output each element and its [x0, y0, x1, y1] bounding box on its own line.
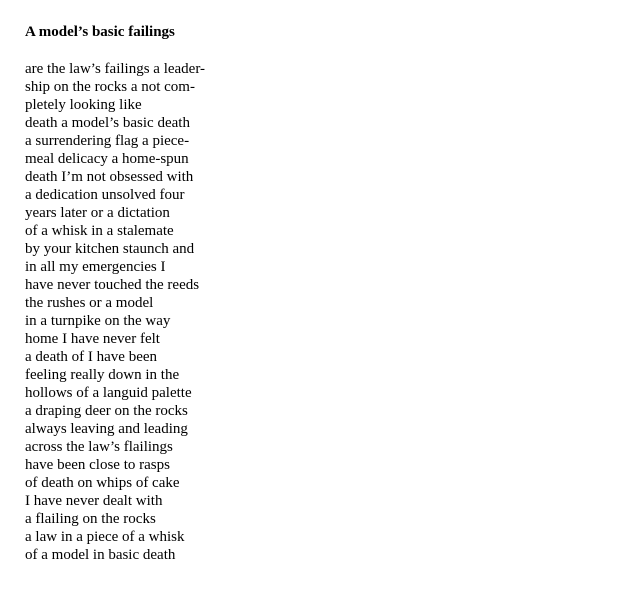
- poem-body: [25, 60, 205, 564]
- poem: [25, 23, 205, 564]
- poem-line: hollows of a languid palette: [25, 385, 192, 401]
- poem-line: years later or a dictation: [25, 205, 170, 221]
- poem-line: a law in a piece of a whisk: [25, 529, 185, 545]
- poem-line: are the law’s failings a leader-: [25, 61, 206, 77]
- poem-line: in a turnpike on the way: [25, 313, 171, 329]
- poem-line: of a model in basic death: [25, 547, 176, 563]
- poem-line: always leaving and leading: [25, 421, 188, 437]
- poem-line: a death of I have been: [25, 349, 158, 365]
- poem-line: of death on whips of cake: [25, 475, 180, 491]
- poem-title: A model’s basic failings: [25, 24, 175, 40]
- poem-line: the rushes or a model: [25, 295, 154, 311]
- poem-line: of a whisk in a stalemate: [25, 223, 174, 239]
- poem-line: a draping deer on the rocks: [25, 403, 188, 419]
- poem-line: a flailing on the rocks: [25, 511, 156, 527]
- poem-line: meal delicacy a home-spun: [25, 151, 189, 167]
- poem-line: across the law’s flailings: [25, 439, 173, 455]
- poem-line: home I have never felt: [25, 331, 160, 347]
- poem-line: feeling really down in the: [25, 367, 180, 383]
- poem-line: have never touched the reeds: [25, 277, 200, 293]
- poem-line: ship on the rocks a not com-: [25, 79, 195, 95]
- poem-line: death a model’s basic death: [25, 115, 190, 131]
- poem-line: I have never dealt with: [25, 493, 163, 509]
- poem-line: by your kitchen staunch and: [25, 241, 195, 257]
- poem-line: death I’m not obsessed with: [25, 169, 194, 185]
- poem-line: a surrendering flag a piece-: [25, 133, 190, 149]
- poem-line: a dedication unsolved four: [25, 187, 185, 203]
- poem-line: pletely looking like: [25, 97, 142, 113]
- poem-line: in all my emergencies I: [25, 259, 166, 275]
- poem-line: have been close to rasps: [25, 457, 170, 473]
